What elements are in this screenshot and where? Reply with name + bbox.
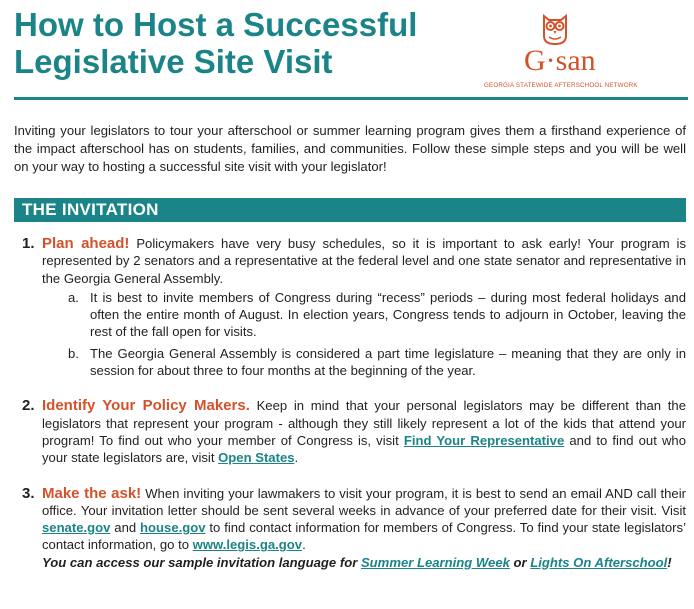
- legis-ga-gov-link[interactable]: www.legis.ga.gov: [192, 537, 303, 553]
- subitem-text: The Georgia General Assembly is considered a part time legislature – meaning that they are only in session for about three to four months at the beginning of the year.: [90, 345, 686, 379]
- sample-text: !: [667, 554, 672, 570]
- summer-learning-week-link[interactable]: Summer Learning Week: [360, 554, 510, 570]
- subitem-letter: a.: [68, 289, 79, 305]
- step-1: [14, 235, 686, 379]
- step-3: [14, 485, 686, 571]
- logo-tagline: GEORGIA STATEWIDE AFTERSCHOOL NETWORK: [484, 82, 638, 89]
- logo-wordmark: G·san: [524, 44, 596, 77]
- step-lead: Plan ahead!: [42, 235, 130, 252]
- find-your-representative-link[interactable]: Find Your Representative: [403, 432, 565, 448]
- gsan-logo: [484, 8, 694, 88]
- lights-on-afterschool-link[interactable]: Lights On Afterschool: [530, 554, 668, 570]
- step-text: .: [294, 450, 299, 466]
- senate-gov-link[interactable]: senate.gov: [42, 520, 111, 536]
- title-line-2: Legislative Site Visit: [14, 43, 333, 80]
- step-1-subitems: [42, 289, 686, 379]
- step-text: Keep in mind that your personal legislators may be different than the legislators that represent your program - although they still likely represent a lot of the kids that attend your program! To find out who your member of Congress is, visit: [42, 398, 686, 448]
- step-text: to find contact information for members of Congress. To find your state legislators’ contact information, go to: [42, 520, 686, 553]
- sample-text: You can access our sample invitation language for: [42, 554, 361, 570]
- intro-paragraph: Inviting your legislators to tour your afterschool or summer learning program gives them a firsthand experience of the impact afterschool has on students, families, and communities. Follow these simple steps and you will be well on your way to hosting a successful site visit with your legislator!: [14, 123, 686, 174]
- step-text: and to find out who your state legislators are, visit: [42, 432, 686, 466]
- step-number: 2.: [22, 397, 35, 415]
- page-title: [14, 6, 417, 80]
- step-lead: Make the ask!: [42, 484, 142, 502]
- section-title: THE INVITATION: [22, 200, 159, 219]
- step-lead: Identify Your Policy Makers.: [42, 397, 250, 415]
- step-2: [14, 397, 686, 466]
- step-number: 3.: [22, 484, 35, 502]
- subitem-a: [42, 289, 686, 341]
- invitation-steps: [14, 235, 686, 571]
- house-gov-link[interactable]: house.gov: [140, 520, 206, 536]
- step-text: Policymakers have very busy schedules, so it is important to ask early! Your program is represented by 2 senators and a representative at the federal level and one state senator and representative in the Georgia General Assembly.: [42, 236, 686, 286]
- title-line-1: How to Host a Successful: [14, 6, 418, 43]
- owl-icon: [540, 12, 570, 46]
- section-header: [14, 198, 686, 222]
- step-text: When inviting your lawmakers to visit your program, it is best to send an email AND call their office. Your invitation letter should be sent several weeks in advance of your preferred date for their visit. Visit: [42, 485, 686, 518]
- header-divider: [14, 97, 688, 100]
- subitem-text: It is best to invite members of Congress during “recess” periods – during most federal holidays and often the entire month of August. In election years, Congress tends to adjourn in October, leaving the rest of the fall open for visits.: [90, 289, 686, 340]
- subitem-b: [42, 345, 686, 380]
- sample-language-note: [42, 555, 672, 570]
- sample-text: or: [509, 554, 531, 570]
- open-states-link[interactable]: Open States: [218, 450, 295, 466]
- step-text: and: [110, 520, 141, 536]
- subitem-letter: b.: [68, 345, 79, 361]
- step-text: .: [302, 537, 306, 553]
- step-number: 1.: [22, 235, 35, 252]
